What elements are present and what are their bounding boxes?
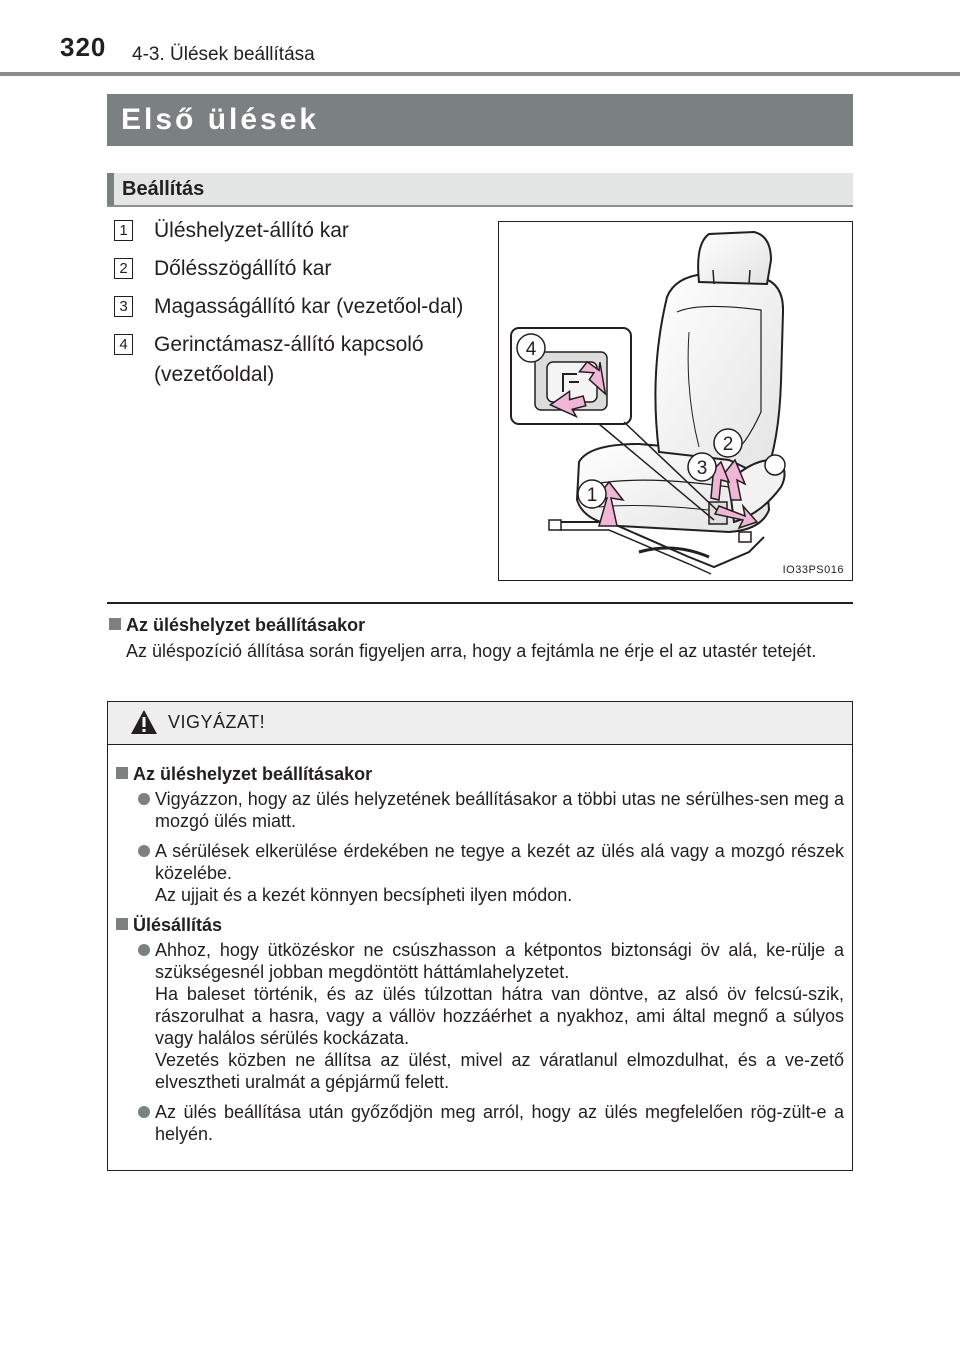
part-list bbox=[114, 216, 474, 398]
callout-3: 3 bbox=[696, 458, 708, 479]
section-divider bbox=[107, 602, 853, 604]
warning-triangle-icon bbox=[130, 709, 158, 735]
caution-group-heading: Ülésállítás bbox=[116, 914, 844, 936]
part-label: Üléshelyzet-állító kar bbox=[154, 219, 349, 242]
bullet-dot-icon bbox=[138, 944, 150, 956]
note-block bbox=[109, 614, 853, 662]
bullet-text: Vezetés közben ne állítsa az ülést, mivel az váratlanul elmozdulhat, és a ve-zető elvesztheti uralmát a gépjármű felett. bbox=[155, 1050, 844, 1092]
subsection-accent bbox=[107, 173, 114, 205]
part-label: Dőlésszögállító kar bbox=[154, 257, 332, 280]
bullet-dot-icon bbox=[138, 793, 150, 805]
section-banner bbox=[107, 94, 853, 146]
bullet-dot-icon bbox=[138, 1106, 150, 1118]
part-number-badge: 1 bbox=[114, 220, 133, 241]
list-item bbox=[116, 840, 844, 906]
seat-illustration bbox=[498, 221, 853, 581]
callout-4: 4 bbox=[525, 339, 537, 360]
list-item bbox=[114, 292, 484, 322]
bullet-text: Vigyázzon, hogy az ülés helyzetének beállításakor a többi utas ne sérülhes-sen meg a mozgó ülés miatt. bbox=[155, 789, 844, 831]
bullet-dot-icon bbox=[138, 845, 150, 857]
bullet-text: A sérülések elkerülése érdekében ne tegye a kezét az ülés alá vagy a mozgó részek közelébe. bbox=[155, 841, 844, 883]
note-text: Az üléspozíció állítása során figyeljen arra, hogy a fejtámla ne érje el az utastér tetejét. bbox=[126, 641, 817, 661]
bullet-text: Az ujjait és a kezét könnyen becsípheti ilyen módon. bbox=[155, 885, 573, 905]
callout-1: 1 bbox=[586, 485, 598, 506]
page-number: 320 bbox=[60, 32, 107, 62]
caution-group-heading: Az üléshelyzet beállításakor bbox=[116, 763, 844, 785]
part-number-badge: 4 bbox=[114, 334, 133, 355]
caution-group bbox=[116, 763, 844, 906]
caution-title: VIGYÁZAT! bbox=[168, 712, 266, 732]
subsection-title: Beállítás bbox=[122, 178, 205, 200]
caution-group bbox=[116, 914, 844, 1145]
part-label: Magasságállító kar (vezetőol-dal) bbox=[154, 295, 464, 318]
list-item bbox=[116, 939, 844, 1093]
section-title: Első ülések bbox=[121, 103, 320, 136]
chapter-title: 4-3. Ülések beállítása bbox=[132, 44, 315, 65]
list-item bbox=[116, 788, 844, 832]
bullet-text: Ahhoz, hogy ütközéskor ne csúszhasson a kétpontos biztonsági öv alá, ke-rülje a szükségesnél jobban megdöntött háttámlahelyzetet. bbox=[155, 940, 844, 982]
note-heading: Az üléshelyzet beállításakor bbox=[109, 614, 853, 636]
header-rule bbox=[0, 72, 960, 76]
caution-header bbox=[108, 702, 852, 745]
list-item bbox=[114, 330, 494, 390]
bullet-text: Ha baleset történik, és az ülés túlzottan hátra van döntve, az alsó öv felcsú-szik, rászorulhat a hasra, vagy a vállöv hozzáérhet a nyakhoz, ami által megnő a súlyos vagy halálos sérülés kockázata. bbox=[155, 984, 844, 1048]
list-item bbox=[116, 1101, 844, 1145]
subsection-bar bbox=[107, 173, 853, 207]
caution-box bbox=[107, 701, 853, 1171]
part-number-badge: 3 bbox=[114, 296, 133, 317]
list-item bbox=[114, 216, 474, 246]
bullet-text: Az ülés beállítása után győződjön meg arról, hogy az ülés megfelelően rög-zült-e a helyén. bbox=[155, 1102, 844, 1144]
part-label: Gerinctámasz-állító kapcsoló (vezetőoldal) bbox=[154, 333, 424, 386]
caution-body bbox=[108, 745, 852, 1145]
callout-2: 2 bbox=[722, 434, 734, 455]
figure-code: IO33PS016 bbox=[782, 564, 844, 576]
list-item bbox=[114, 254, 474, 284]
seat-drawing bbox=[499, 222, 854, 582]
part-number-badge: 2 bbox=[114, 258, 133, 279]
